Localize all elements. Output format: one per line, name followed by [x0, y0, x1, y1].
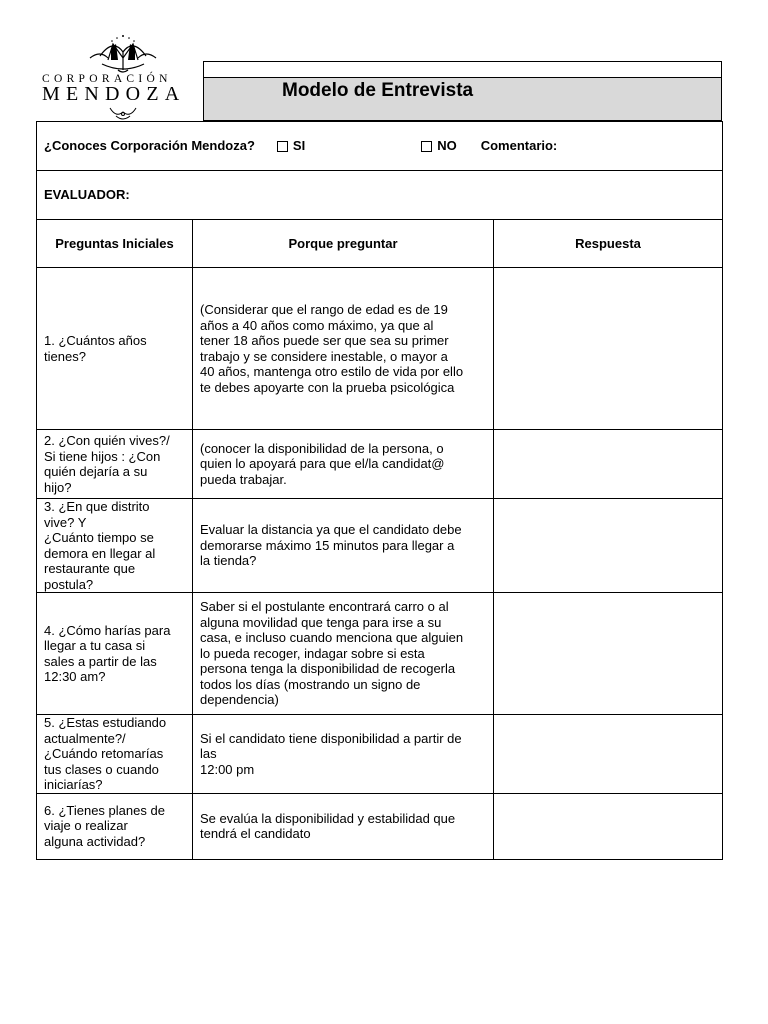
answer-cell[interactable] — [494, 593, 723, 715]
logo-text-corporacion: CORPORACIÓN — [42, 73, 172, 85]
no-label: NO — [437, 138, 457, 154]
table-row — [37, 268, 723, 430]
reason-cell: Evaluar la distancia ya que el candidato debe demorarse máximo 15 minutos para llegar a la tienda? — [193, 499, 494, 593]
si-label: SI — [292, 138, 306, 154]
comment-label: Comentario: — [480, 138, 558, 154]
reason-cell: Saber si el postulante encontrará carro o al alguna movilidad que tenga para irse a su casa, e incluso cuando menciona que alguien lo pueda recoger, indagar sobre si esta persona tenga la disponibilidad de recogerla todos los días (mostrando un signo de dependencia) — [193, 593, 494, 715]
answer-cell[interactable] — [494, 430, 723, 499]
logo-text-mendoza: MENDOZA — [42, 83, 186, 105]
table-row — [37, 499, 723, 593]
header-respuesta: Respuesta — [494, 220, 723, 268]
table-row — [37, 593, 723, 715]
evaluador-row — [37, 171, 723, 220]
question-cell: 4. ¿Cómo harías para llegar a tu casa si sales a partir de las 12:30 am? — [37, 593, 193, 715]
conoces-cell — [37, 122, 723, 171]
answer-cell[interactable] — [494, 793, 723, 859]
answer-cell[interactable] — [494, 715, 723, 794]
question-cell: 3. ¿En que distrito vive? Y ¿Cuánto tiempo se demora en llegar al restaurante que postula? — [37, 499, 193, 593]
interview-table — [36, 121, 723, 860]
answer-cell[interactable] — [494, 268, 723, 430]
reason-cell: Si el candidato tiene disponibilidad a partir de las 12:00 pm — [193, 715, 494, 794]
si-checkbox[interactable] — [277, 141, 288, 152]
header-porque: Porque preguntar — [193, 220, 494, 268]
reason-cell: (conocer la disponibilidad de la persona, o quien lo apoyará para que el/la candidat@ pueda trabajar. — [193, 430, 494, 499]
conoces-question: ¿Conoces Corporación Mendoza? — [44, 138, 255, 154]
page-title: Modelo de Entrevista — [282, 80, 474, 101]
table-row — [37, 430, 723, 499]
reason-cell: Se evalúa la disponibilidad y estabilidad que tendrá el candidato — [193, 793, 494, 859]
logo-emblem-icon — [38, 30, 208, 74]
table-row — [37, 715, 723, 794]
question-cell: 1. ¿Cuántos años tienes? — [37, 268, 193, 430]
question-cell: 2. ¿Con quién vives?/ Si tiene hijos : ¿Con quién dejaría a su hijo? — [37, 430, 193, 499]
answer-cell[interactable] — [494, 499, 723, 593]
title-banner — [204, 77, 721, 121]
company-logo — [38, 30, 208, 122]
question-cell: 5. ¿Estas estudiando actualmente?/ ¿Cuándo retomarías tus clases o cuando iniciarías? — [37, 715, 193, 794]
conoces-row — [37, 122, 723, 171]
header-row — [37, 220, 723, 268]
evaluador-label: EVALUADOR: — [37, 171, 723, 220]
reason-cell: (Considerar que el rango de edad es de 19 años a 40 años como máximo, ya que al tener 18 años puede ser que sea su primer trabajo y se considere inestable, o mayor a 40 años, mantenga otro estilo de vida por ello te debes apoyarte con la prueba psicológica — [193, 268, 494, 430]
header-preguntas: Preguntas Iniciales — [37, 220, 193, 268]
table-row — [37, 793, 723, 859]
title-box — [203, 61, 722, 121]
question-cell: 6. ¿Tienes planes de viaje o realizar alguna actividad? — [37, 793, 193, 859]
no-checkbox[interactable] — [421, 141, 432, 152]
